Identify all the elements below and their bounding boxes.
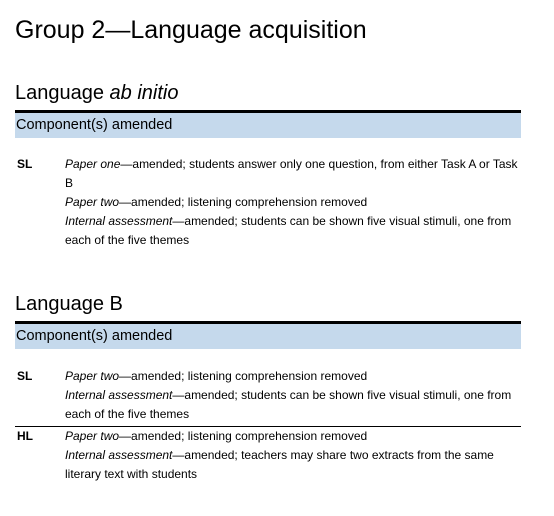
component-name: Internal assessment bbox=[65, 448, 173, 462]
page-title: Group 2—Language acquisition bbox=[15, 16, 367, 44]
component-name: Internal assessment bbox=[65, 214, 173, 228]
component-entry bbox=[65, 212, 521, 250]
level-label: SL bbox=[17, 369, 33, 383]
components-band: Component(s) amended bbox=[15, 113, 521, 138]
component-description: —amended; listening comprehension removed bbox=[119, 369, 368, 383]
section-heading-roman: Language bbox=[15, 82, 110, 104]
component-entry bbox=[65, 427, 521, 446]
component-entry bbox=[65, 367, 521, 386]
section-heading-language-b bbox=[15, 291, 123, 317]
component-description: —amended; students answer only one question, from either Task A or Task B bbox=[65, 157, 518, 190]
component-description: —amended; listening comprehension removed bbox=[119, 195, 368, 209]
component-description: —amended; students can be shown five visual stimuli, one from each of the five themes bbox=[65, 214, 512, 247]
component-list bbox=[65, 367, 521, 424]
component-description: —amended; listening comprehension removed bbox=[119, 429, 368, 443]
component-name: Paper one bbox=[65, 157, 121, 171]
component-description: —amended; students can be shown five visual stimuli, one from each of the five themes bbox=[65, 388, 512, 421]
component-list bbox=[65, 427, 521, 484]
component-entry bbox=[65, 386, 521, 424]
section-heading-italic: ab initio bbox=[109, 82, 179, 104]
component-name: Paper two bbox=[65, 195, 120, 209]
component-list bbox=[65, 155, 521, 250]
level-label: HL bbox=[17, 429, 33, 443]
component-entry bbox=[65, 446, 521, 484]
component-name: Paper two bbox=[65, 369, 120, 383]
section-heading-ab-initio bbox=[15, 80, 178, 106]
component-name: Internal assessment bbox=[65, 388, 173, 402]
component-entry bbox=[65, 193, 521, 212]
component-description: —amended; teachers may share two extracts from the same literary text with students bbox=[65, 448, 494, 481]
component-name: Paper two bbox=[65, 429, 120, 443]
level-label: SL bbox=[17, 157, 33, 171]
component-entry bbox=[65, 155, 521, 193]
components-band: Component(s) amended bbox=[15, 324, 521, 349]
section-heading-roman: Language B bbox=[15, 293, 123, 315]
